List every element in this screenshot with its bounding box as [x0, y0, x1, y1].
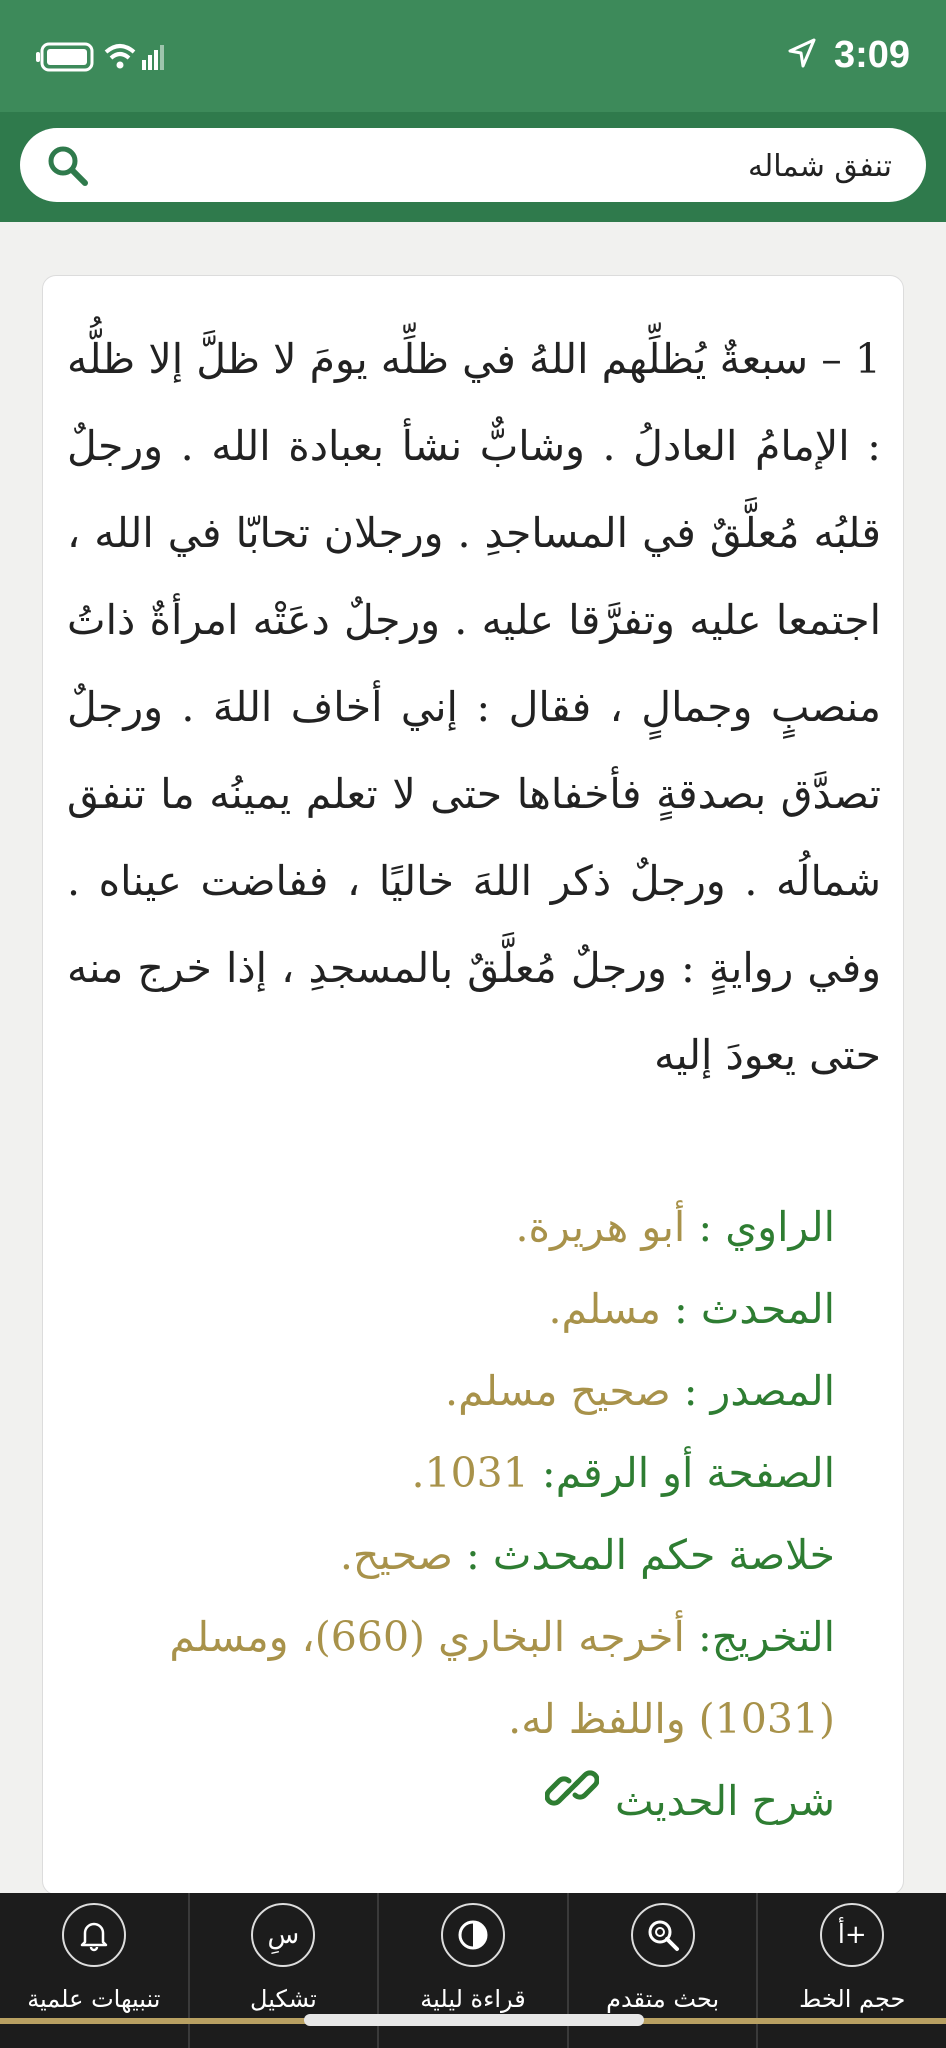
source-value: صحيح مسلم.: [445, 1367, 671, 1415]
battery-icon: [36, 44, 92, 70]
wifi-icon: [106, 46, 134, 69]
night-mode-icon: [441, 1903, 505, 1967]
page-number-row: [113, 1432, 835, 1514]
scientific-alerts-label: تنبيهات علمية: [27, 1985, 161, 2013]
muhaddith-label: المحدث :: [673, 1285, 835, 1333]
ruling-label: خلاصة حكم المحدث :: [466, 1531, 835, 1579]
header-bar: [0, 112, 946, 222]
diacritics-label: تشكيل: [250, 1985, 317, 2013]
muhaddith-value: مسلم.: [548, 1285, 661, 1333]
sharh-row: [113, 1760, 835, 1842]
search-bar[interactable]: [20, 128, 926, 202]
hadith-text: 1 – سبعةٌ يُظلِّهم اللهُ في ظلِّه يومَ لا ظلَّ إلا ظلُّه : الإمامُ العادلُ . وشابٌّ نشأ بعبادة الله . ورجلٌ قلبُه مُعلَّقٌ في المساجدِ . ورجلان تحابّا في الله ، اجتمعا عليه وتفرَّقا عليه . ورجلٌ دعَتْه امرأةٌ ذاتُ منصبٍ وجمالٍ ، فقال : إني أخاف اللهَ . ورجلٌ تصدَّق بصدقةٍ فأخفاها حتى لا تعلم يمينُه ما تنفق شمالُه . ورجلٌ ذكر اللهَ خاليًا ، ففاضت عيناه . وفي روايةٍ : ورجلٌ مُعلَّقٌ بالمسجدِ ، إذا خرج منه حتى يعودَ إليه: [67, 335, 881, 1079]
search-input[interactable]: [110, 128, 894, 204]
clock: 3:09: [833, 34, 910, 76]
night-mode-label: قراءة ليلية: [420, 1985, 526, 2013]
muhaddith-row: [113, 1268, 835, 1350]
ruling-row: [113, 1514, 835, 1596]
location-arrow-icon: [788, 38, 816, 72]
font-size-label: حجم الخط: [799, 1985, 906, 2013]
status-bar: [0, 0, 946, 112]
font-size-icon: أ+: [820, 1903, 884, 1967]
takhrij-label: التخريج:: [697, 1613, 835, 1661]
narrator-row: [113, 1186, 835, 1268]
system-icons: [36, 40, 166, 78]
advanced-search-label: بحث متقدم: [606, 1985, 720, 2013]
hadith-card: [42, 275, 904, 1895]
diacritics-icon: سِ: [251, 1903, 315, 1967]
advanced-search-icon: [631, 1903, 695, 1967]
scientific-alerts-button[interactable]: [0, 1893, 188, 2048]
takhrij-value: أخرجه البخاري (660)، ومسلم (1031) واللفظ له.: [169, 1613, 835, 1743]
page-number-value: 1031.: [411, 1449, 529, 1497]
sharh-label: شرح الحديث: [614, 1777, 835, 1825]
link-icon: [545, 1760, 599, 1842]
font-size-button[interactable]: [756, 1893, 946, 2048]
page-number-label: الصفحة أو الرقم:: [541, 1449, 835, 1497]
narrator-value: أبو هريرة.: [515, 1203, 686, 1251]
search-icon[interactable]: [46, 144, 90, 192]
signal-icon: [142, 45, 164, 70]
source-row: [113, 1350, 835, 1432]
narrator-label: الراوي :: [698, 1203, 835, 1251]
bell-icon: [62, 1903, 126, 1967]
source-label: المصدر :: [683, 1367, 835, 1415]
home-indicator[interactable]: [304, 2014, 644, 2026]
ruling-value: صحيح.: [339, 1531, 453, 1579]
hadith-metadata: [113, 1186, 835, 1842]
hadith-explanation-link[interactable]: [545, 1760, 835, 1842]
takhrij-row: [113, 1596, 835, 1760]
